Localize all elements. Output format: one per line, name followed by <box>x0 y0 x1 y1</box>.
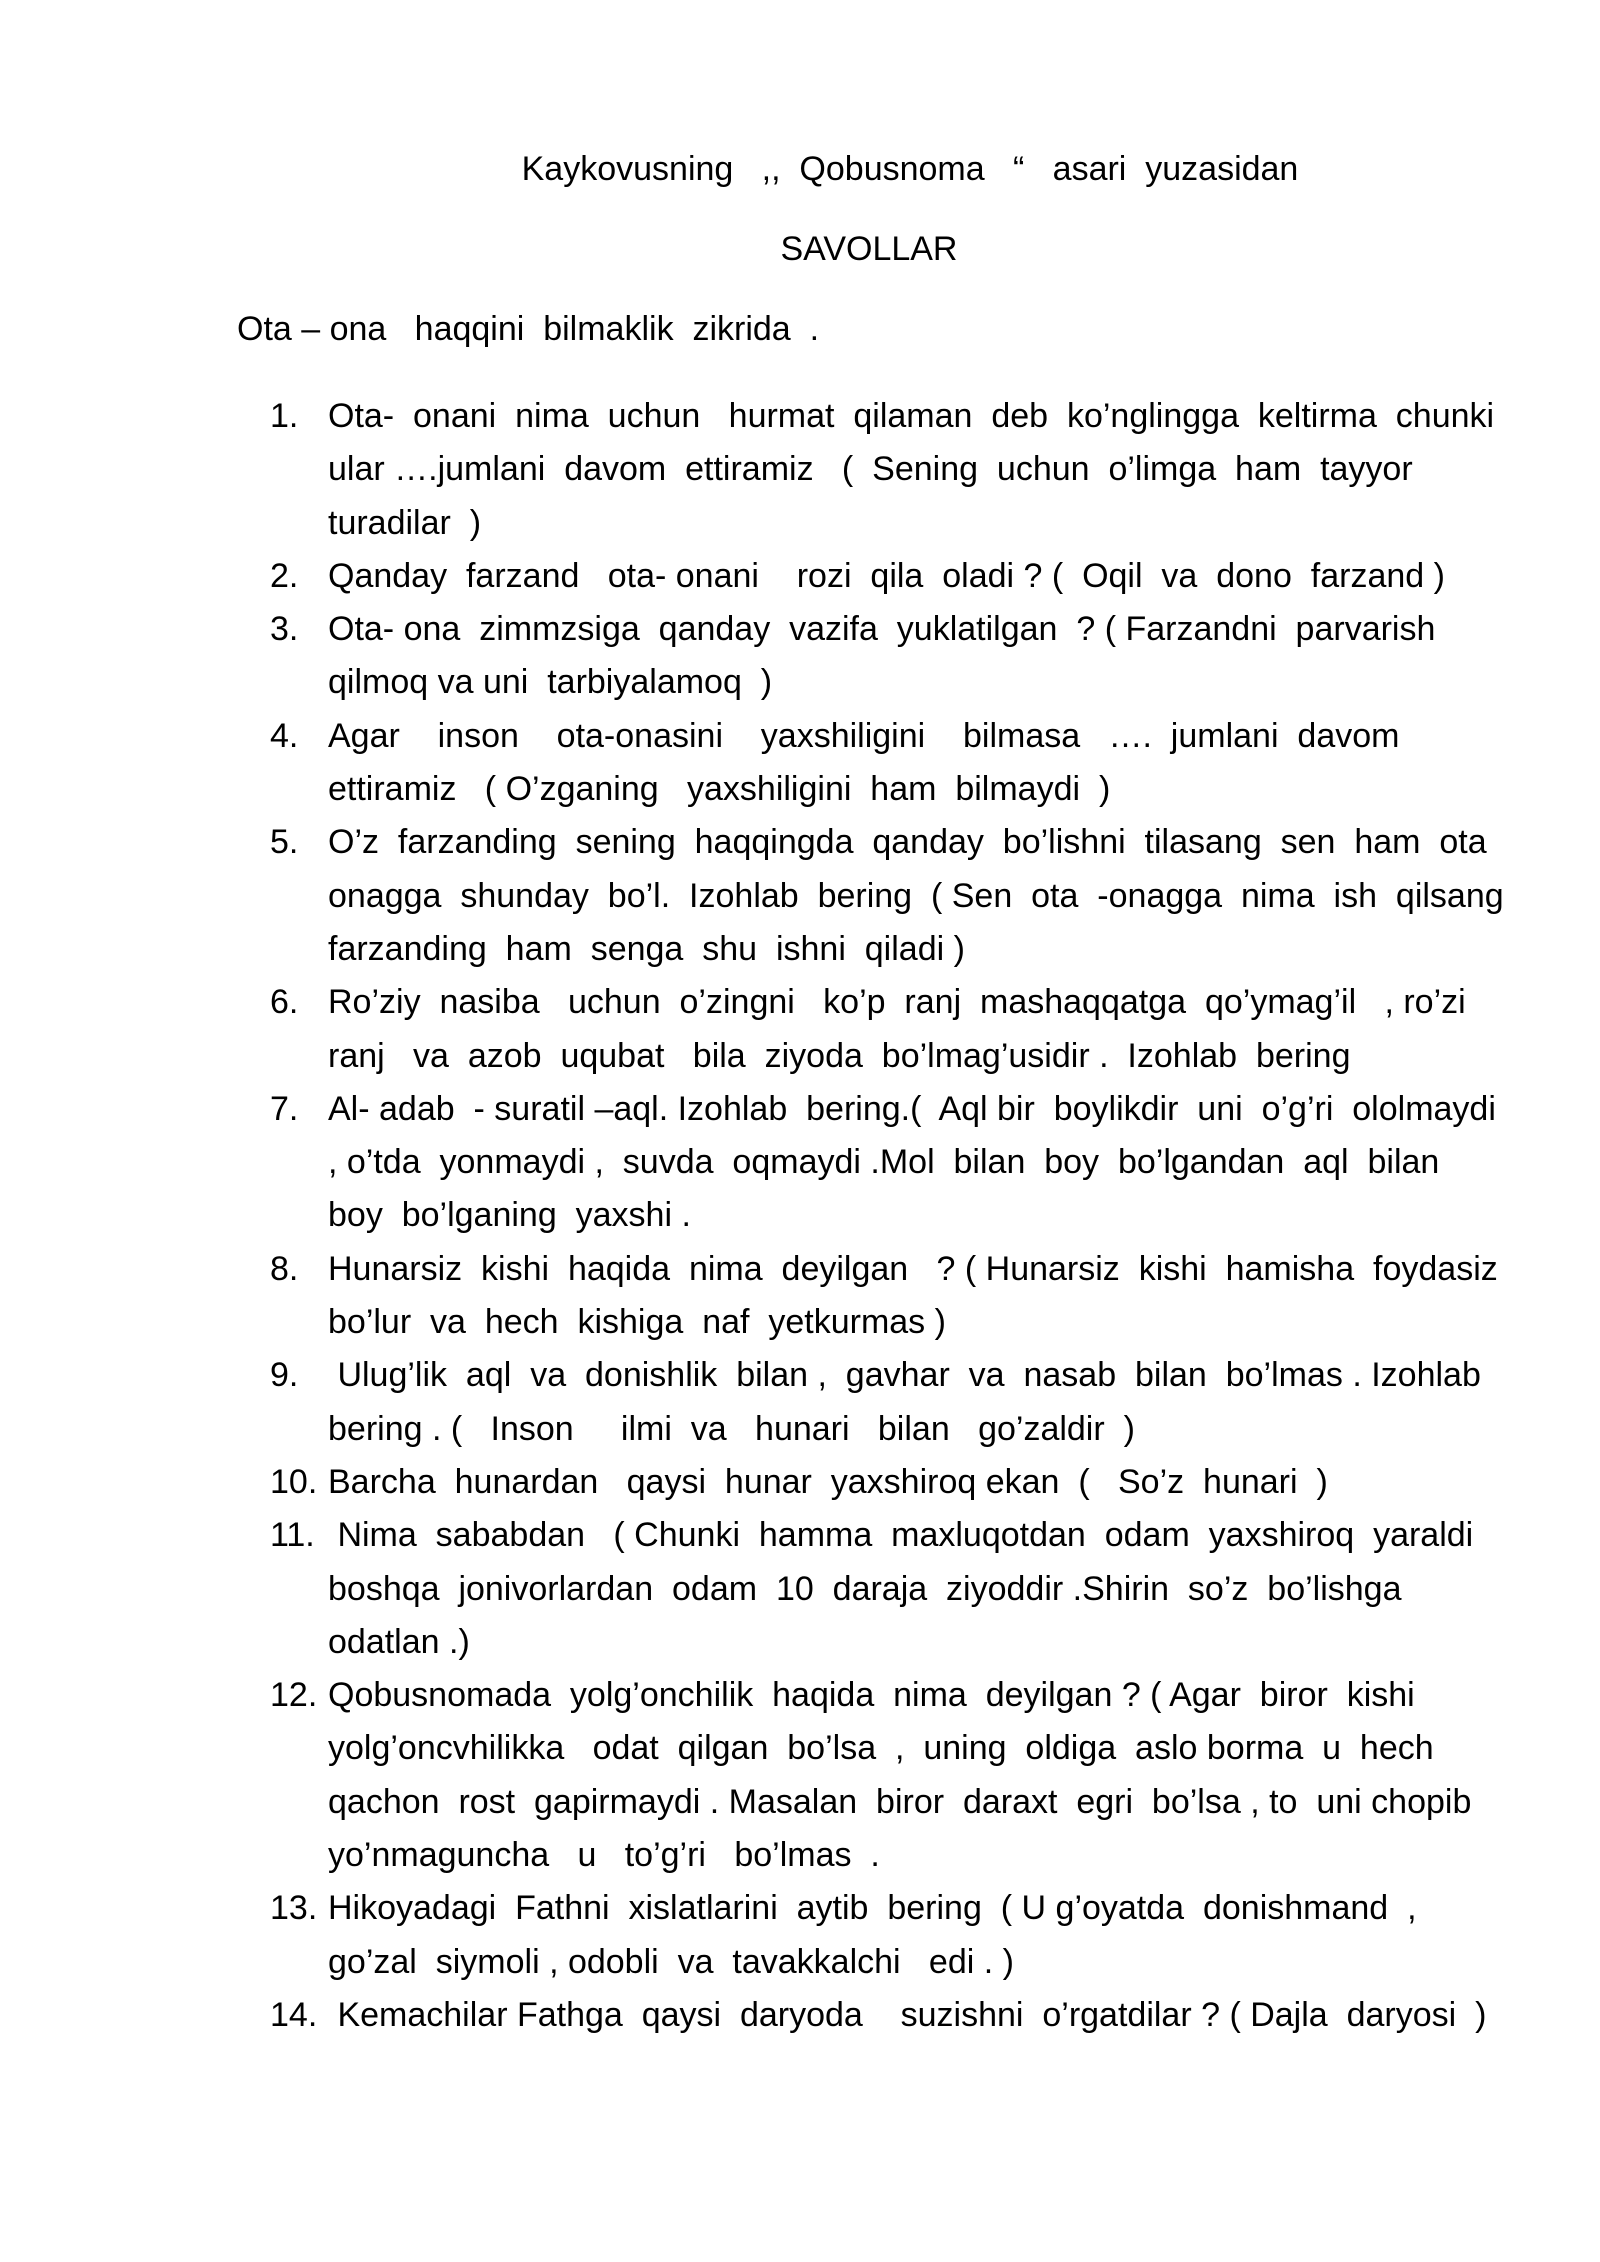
question-number: 4. <box>270 716 299 755</box>
section-intro: Ota – ona haqqini bilmaklik zikrida . <box>237 310 820 348</box>
question-item <box>270 1243 1517 1350</box>
question-text: Ota- onani nima uchun hurmat qilaman deb ko’nglingga keltirma chunki ular ….jumlani davom ettiramiz ( Sening uchun o’limga ham tayyor turadilar ) <box>328 397 1513 542</box>
question-item <box>270 1882 1510 1989</box>
question-number: 11. <box>270 1516 315 1555</box>
question-number: 6. <box>270 983 299 1022</box>
document-title: Kaykovusning ,, Qobusnoma “ asari yuzasidan <box>521 150 1299 188</box>
question-text: Ulug’lik aql va donishlik bilan , gavhar va nasab bilan bo’lmas . Izohlab bering . ( Inson ilmi va hunari bilan go’zaldir ) <box>328 1356 1500 1448</box>
question-number: 2. <box>270 556 299 595</box>
question-item <box>270 1989 1510 2042</box>
question-text: Ota- ona zimmzsiga qanday vazifa yuklatilgan ? ( Farzandni parvarish qilmoq va uni tarbiyalamoq ) <box>328 610 1455 702</box>
question-text: O’z farzanding sening haqqingda qanday bo’lishni tilasang sen ham ota onagga shunday bo’l. Izohlab bering ( Sen ota -onagga nima ish qilsang farzanding ham senga shu ishni qiladi ) <box>328 823 1523 968</box>
question-text: Nima sababdan ( Chunki hamma maxluqotdan odam yaxshiroq yaraldi boshqa jonivorlardan odam 10 daraja ziyoddir .Shirin so’z bo’lishga odatlan .) <box>328 1516 1493 1661</box>
question-number: 7. <box>270 1089 299 1128</box>
question-item <box>270 550 1510 603</box>
question-text: Al- adab - suratil –aql. Izohlab bering.( Aql bir boylikdir uni o’g’ri ololmaydi , o’tda yonmaydi , suvda oqmaydi .Mol bilan boy bo’lgandan aql bilan boy bo’lganing yaxshi . <box>328 1089 1506 1235</box>
question-item <box>270 603 1510 710</box>
question-text: Hikoyadagi Fathni xislatlarini aytib bering ( U g’oyatda donishmand , go’zal siymoli , odobli va tavakkalchi edi . ) <box>328 1889 1436 1981</box>
question-text: Hunarsiz kishi haqida nima deyilgan ? ( Hunarsiz kishi hamisha foydasiz bo’lur va hech kishiga naf yetkurmas ) <box>328 1249 1517 1342</box>
question-text: Agar inson ota-onasini yaxshiligini bilmasa …. jumlani davom ettiramiz ( O’zganing yaxshiligini ham bilmaydi ) <box>328 716 1419 809</box>
question-number: 14. <box>270 1995 318 2034</box>
question-item <box>270 1083 1510 1243</box>
question-number: 5. <box>270 823 299 862</box>
question-item <box>270 1456 1510 1509</box>
question-number: 3. <box>270 610 299 649</box>
question-number: 1. <box>270 397 299 435</box>
questions-list <box>270 390 1523 2042</box>
question-item <box>270 390 1513 550</box>
question-item <box>270 710 1510 817</box>
question-item <box>270 1509 1510 1669</box>
question-text: Kemachilar Fathga qaysi daryoda suzishni o’rgatdilar ? ( Dajla daryosi ) <box>328 1995 1487 2034</box>
question-number: 12. <box>270 1676 318 1715</box>
question-item <box>270 1669 1510 1882</box>
question-text: Qobusnomada yolg’onchilik haqida nima deyilgan ? ( Agar biror kishi yolg’oncvhilikka odat qilgan bo’lsa , uning oldiga aslo borma u hech qachon rost gapirmaydi . Masalan biror daraxt egri bo’lsa , to uni chopib yo’nmaguncha u to’g’ri bo’lmas . <box>328 1676 1491 1875</box>
question-number: 8. <box>270 1249 299 1288</box>
question-text: Ro’ziy nasiba uchun o’zingni ko’p ranj mashaqqatga qo’ymag’il , ro’zi ranj va azob uqubat bila ziyoda bo’lmag’usidir . Izohlab bering <box>328 983 1485 1075</box>
question-number: 13. <box>270 1889 318 1928</box>
question-item <box>270 1349 1510 1456</box>
question-text: Qanday farzand ota- onani rozi qila oladi ? ( Oqil va dono farzand ) <box>328 556 1445 595</box>
question-number: 10. <box>270 1462 318 1501</box>
question-item <box>270 976 1510 1083</box>
question-number: 9. <box>270 1356 299 1395</box>
question-text: Barcha hunardan qaysi hunar yaxshiroq ekan ( So’z hunari ) <box>328 1462 1328 1501</box>
question-item <box>270 816 1523 976</box>
document-subtitle: SAVOLLAR <box>780 230 958 268</box>
